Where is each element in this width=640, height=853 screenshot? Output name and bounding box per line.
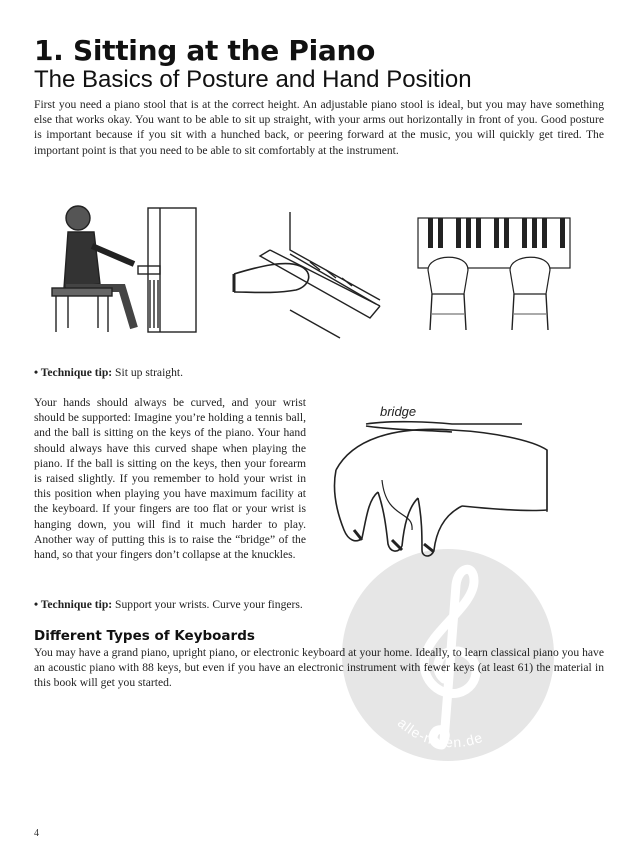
illustration-hands-front [414,214,574,334]
intro-paragraph: First you need a piano stool that is at the correct height. An adjustable piano stool is ideal, but you may have something else that works okay. You want to be able to sit up straight, with your arms out horizontally in front of you. Good posture is important because if you sit with a hunched back, or peering forward at the music, you will quickly get tired. The important point is that you need to be able to sit comfortably at the instrument. [34,98,604,157]
technique-tip-2: • Technique tip: Support your wrists. Curve your fingers. [34,598,303,611]
watermark-text: alle-noten.de [394,714,486,751]
hand-position-paragraph: Your hands should always be curved, and your wrist should be supported: Imagine you’re holding a tennis ball, and the ball is sitting on the keys of the piano. Your hand should always have this curved shape when playing the piano. If the ball is sitting on the keys, then your forearm is raised slightly. If you remember to hold your wrist in this position when playing you have maximum facility at the keyboard. If your fingers are too flat or your wrist is hanging down, you will find it much harder to play. Another way of putting this is to raise the “bridge” of the hand, so that your fingers don’t collapse at the knuckles. [34,396,306,562]
illustration-hands-side [230,210,385,340]
chapter-title: 1. Sitting at the Piano [34,34,376,67]
bridge-label: bridge [380,404,417,419]
illustration-hand-bridge [322,400,577,570]
technique-tip-1: • Technique tip: Sit up straight. [34,366,184,379]
illustration-seated-pianist [38,188,208,338]
keyboards-paragraph: You may have a grand piano, upright piano, or electronic keyboard at your home. Ideally, to learn classical piano you have an acoustic piano with 88 keys, but even if you have an electronic instrument with fewer keys (at least 61) the material in this book will get you started. [34,646,604,690]
chapter-subtitle: The Basics of Posture and Hand Position [34,66,472,93]
keyboards-heading: Different Types of Keyboards [34,628,255,644]
page-number: 4 [34,828,39,839]
